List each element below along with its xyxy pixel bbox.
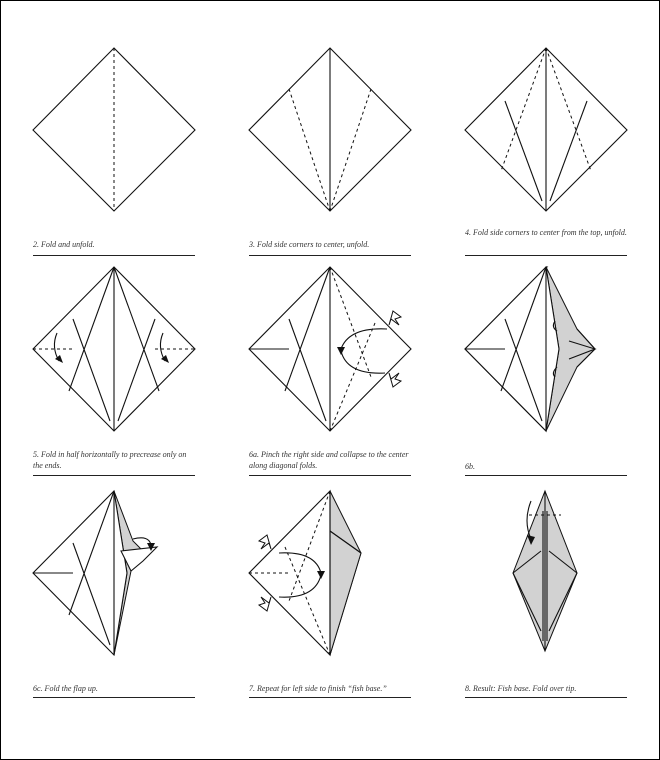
step-6b-divider (465, 475, 627, 476)
step-2-divider (33, 255, 195, 256)
step-6c-diagram (33, 491, 195, 661)
step-6a-divider (249, 475, 411, 476)
step-6b-diagram (465, 267, 627, 437)
step-4-divider (465, 255, 627, 256)
step-7-diagram (249, 491, 411, 661)
step-3-caption: 3. Fold side corners to center, unfold. (249, 240, 370, 249)
step-2-caption: 2. Fold and unfold. (33, 240, 95, 249)
step-6c-divider (33, 697, 195, 698)
step-6a-caption: 6a. Pinch the right side and collapse to the center along diagonal folds. (249, 450, 409, 470)
step-6c-caption: 6c. Fold the flap up. (33, 684, 98, 693)
step-5-diagram (33, 267, 195, 437)
step-4-diagram (465, 41, 627, 211)
step-5-divider (33, 475, 195, 476)
step-7-divider (249, 697, 411, 698)
step-7-caption: 7. Repeat for left side to finish “fish base.” (249, 684, 387, 693)
step-6a-diagram (249, 267, 411, 437)
step-8-divider (465, 697, 627, 698)
step-2-diagram (33, 41, 195, 211)
step-4-caption: 4. Fold side corners to center from the top, unfold. (465, 228, 627, 237)
step-8-caption: 8. Result: Fish base. Fold over tip. (465, 684, 577, 693)
step-6b-caption: 6b. (465, 462, 475, 471)
step-3-divider (249, 255, 411, 256)
step-3-diagram (249, 41, 411, 211)
step-8-diagram (465, 491, 627, 661)
step-5-caption: 5. Fold in half horizontally to precrease only on the ends. (33, 450, 187, 470)
